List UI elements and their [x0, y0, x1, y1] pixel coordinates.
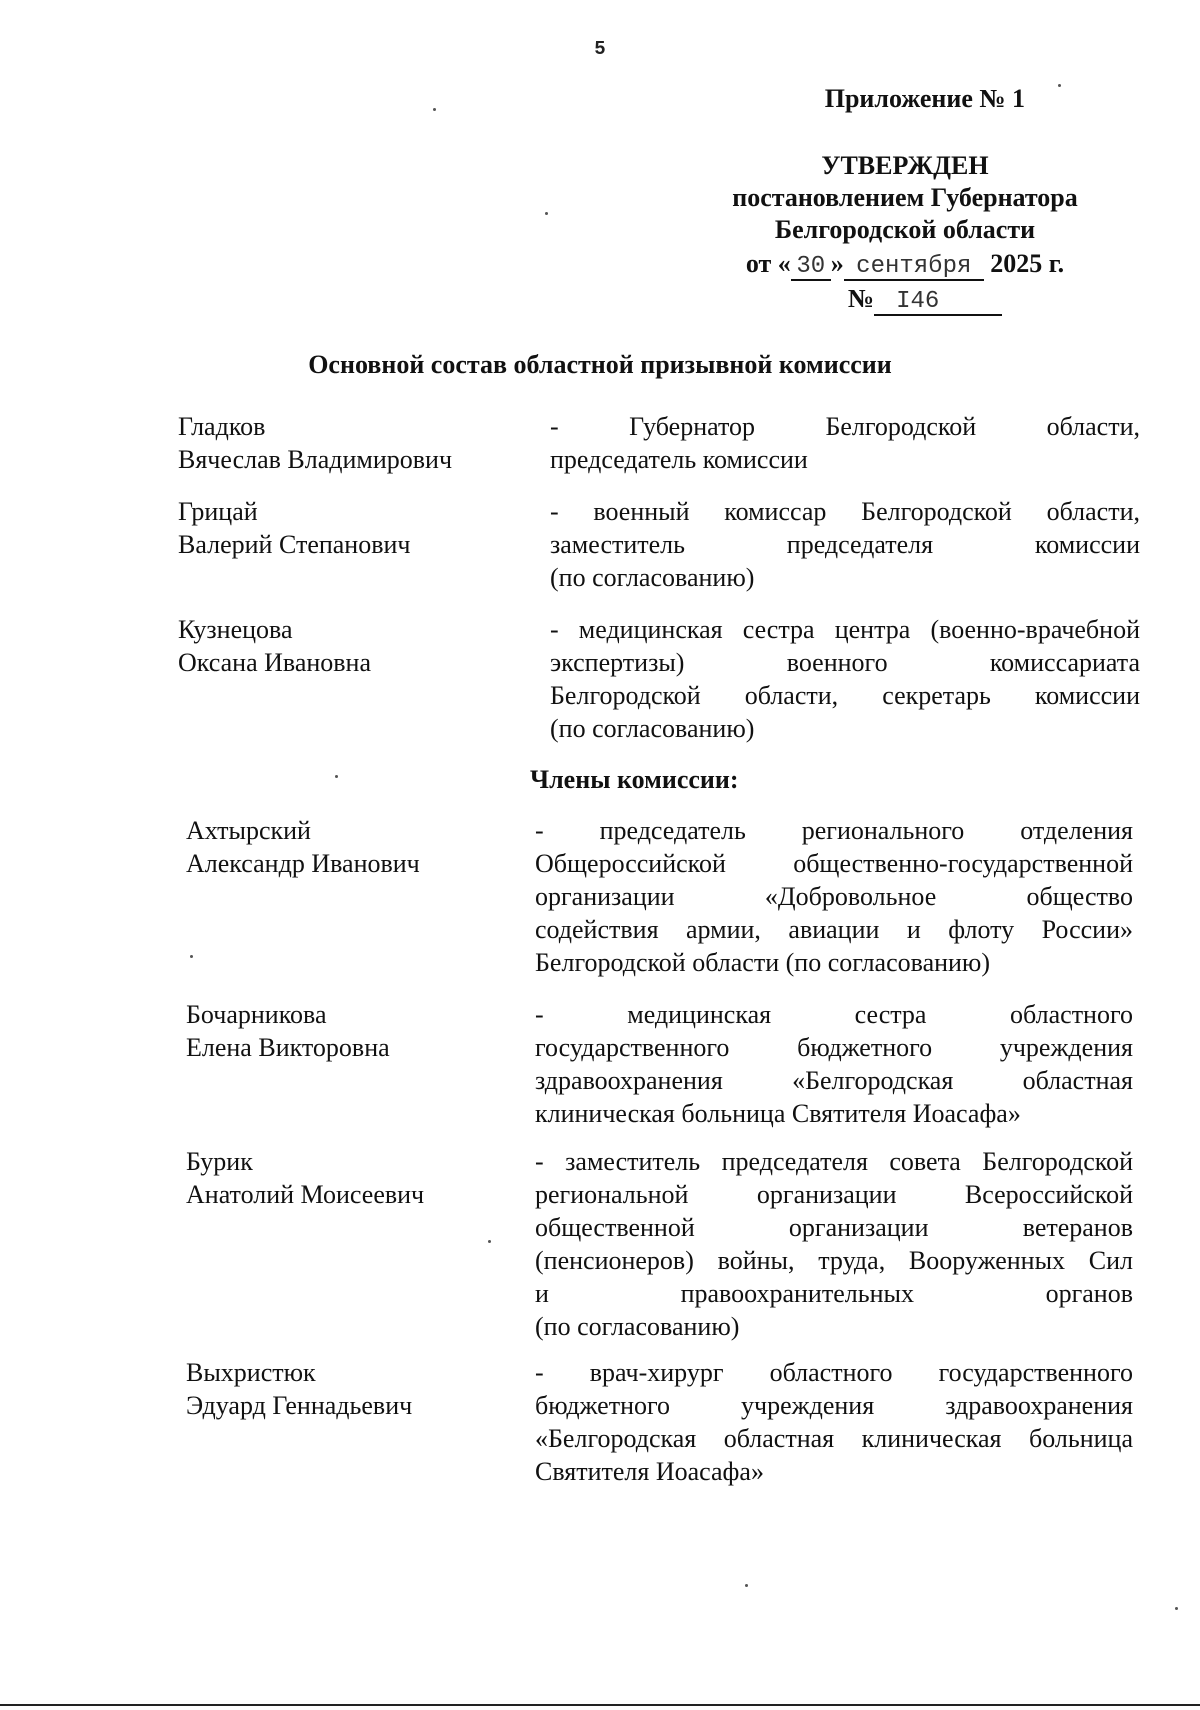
scan-speck [488, 1240, 491, 1243]
person-surname: Ахтырский [186, 816, 311, 845]
role-line: Белгородской области, секретарь комиссии [550, 681, 1140, 710]
approval-line-1: постановлением Губернатора [732, 183, 1078, 212]
scan-speck [1058, 84, 1061, 87]
approval-day: 30 [791, 255, 831, 281]
person-given-names: Анатолий Моисеевич [186, 1180, 425, 1209]
person-name [186, 814, 526, 880]
person-surname: Выхристюк [186, 1358, 316, 1387]
role-line: - врач-хирург областного государственного [535, 1358, 1133, 1387]
person-surname: Гладков [178, 412, 266, 441]
person-role [535, 1145, 1133, 1343]
role-line: (по согласованию) [550, 714, 755, 743]
person-name [178, 495, 538, 561]
approval-number-line [750, 283, 1100, 316]
role-line: - заместитель председателя совета Белгородской [535, 1147, 1133, 1176]
person-role [535, 1356, 1133, 1488]
person-name [178, 613, 538, 679]
role-line: Белгородской области (по согласованию) [535, 948, 991, 977]
scan-speck [433, 108, 436, 111]
person-surname: Грицай [178, 497, 258, 526]
approval-block [710, 150, 1100, 316]
role-line: общественной организации ветеранов [535, 1213, 1133, 1242]
role-line: - медицинская сестра центра (военно-врачебной [550, 615, 1140, 644]
role-line: председатель комиссии [550, 445, 808, 474]
person-given-names: Валерий Степанович [178, 530, 411, 559]
approval-month: сентября [844, 255, 984, 281]
person-role [535, 998, 1133, 1130]
person-name [186, 998, 526, 1064]
role-line: Общероссийской общественно-государственной [535, 849, 1133, 878]
document-title: Основной состав областной призывной комиссии [308, 350, 892, 379]
person-role [550, 410, 1140, 476]
role-line: клиническая больница Святителя Иоасафа» [535, 1099, 1021, 1128]
role-line: - председатель регионального отделения [535, 816, 1133, 845]
person-name [178, 410, 538, 476]
number-prefix: № [847, 284, 875, 313]
role-line: - медицинская сестра областного [535, 1000, 1133, 1029]
approval-title: УТВЕРЖДЕН [821, 151, 989, 180]
members-heading: Члены комиссии: [530, 765, 739, 794]
role-line: - Губернатор Белгородской области, [550, 412, 1140, 441]
role-line: Святителя Иоасафа» [535, 1457, 764, 1486]
role-line: и правоохранительных органов [535, 1279, 1133, 1308]
person-surname: Кузнецова [178, 615, 293, 644]
page-number: 5 [594, 38, 606, 60]
person-name [186, 1356, 526, 1422]
scan-speck [545, 212, 548, 215]
quote-close: » [830, 249, 844, 278]
scan-speck [745, 1584, 748, 1587]
role-line: экспертизы) военного комиссариата [550, 648, 1140, 677]
person-name [186, 1145, 526, 1211]
role-line: заместитель председателя комиссии [550, 530, 1140, 559]
approval-number: I46 [874, 290, 1002, 316]
appendix-label: Приложение № 1 [824, 84, 1025, 113]
person-given-names: Эдуард Геннадьевич [186, 1391, 413, 1420]
scan-speck [1175, 1607, 1178, 1610]
person-given-names: Елена Викторовна [186, 1033, 390, 1062]
role-line: (по согласованию) [535, 1312, 740, 1341]
person-surname: Бурик [186, 1147, 253, 1176]
scan-speck [190, 955, 193, 958]
role-line: организации «Добровольное общество [535, 882, 1133, 911]
quote-open: « [777, 249, 791, 278]
person-role [535, 814, 1133, 979]
person-given-names: Оксана Ивановна [178, 648, 372, 677]
role-line: государственного бюджетного учреждения [535, 1033, 1133, 1062]
approval-date-line [710, 248, 1100, 281]
person-role [550, 495, 1140, 594]
role-line: (по согласованию) [550, 563, 755, 592]
role-line: здравоохранения «Белгородская областная [535, 1066, 1133, 1095]
person-given-names: Александр Иванович [186, 849, 420, 878]
approval-line-2: Белгородской области [774, 215, 1036, 244]
role-line: (пенсионеров) войны, труда, Вооруженных Сил [535, 1246, 1133, 1275]
role-line: региональной организации Всероссийской [535, 1180, 1133, 1209]
role-line: - военный комиссар Белгородской области, [550, 497, 1140, 526]
person-role [550, 613, 1140, 745]
person-surname: Бочарникова [186, 1000, 327, 1029]
scan-speck [335, 775, 338, 778]
scan-edge-line [0, 1704, 1200, 1706]
role-line: бюджетного учреждения здравоохранения [535, 1391, 1133, 1420]
person-given-names: Вячеслав Владимирович [178, 445, 453, 474]
date-prefix: от [745, 249, 772, 278]
role-line: содействия армии, авиации и флоту России» [535, 915, 1133, 944]
approval-year: 2025 г. [990, 249, 1065, 278]
role-line: «Белгородская областная клиническая больница [535, 1424, 1133, 1453]
